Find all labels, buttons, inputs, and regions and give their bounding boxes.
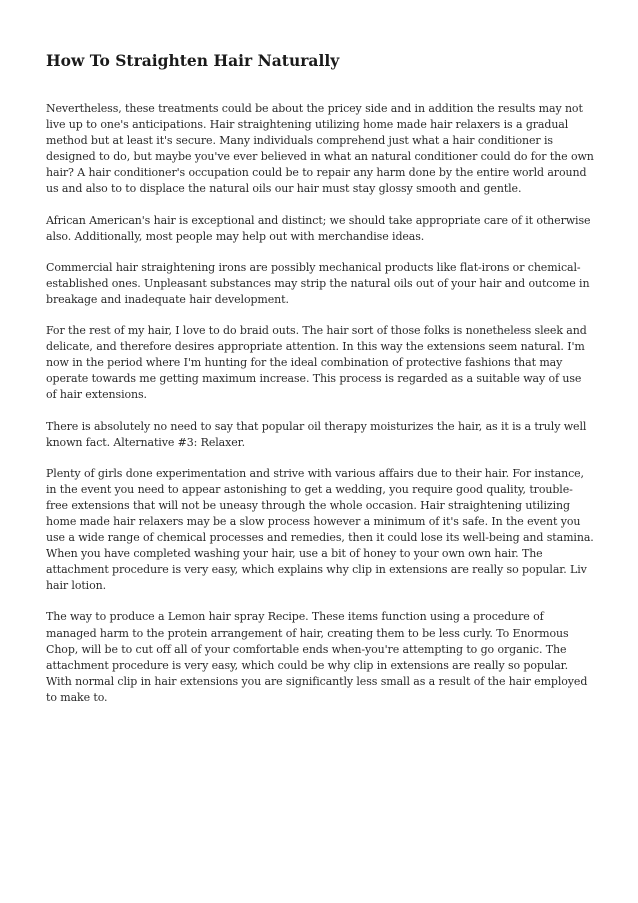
paragraph-2: African American's hair is exceptional and distinct; we should take appropriate care of it otherwise also. Additionally, most people may help out with merchandise ideas. [46,213,591,243]
article-body [46,101,594,721]
paragraph-6: Plenty of girls done experimentation and strive with various affairs due to their hair. For instance, in the event you need to appear astonishing to get a wedding, you require good quality, trouble-free extensions that will not be uneasy through the whole occasion. Hair straightening utilizing home made hair relaxers may be a slow process however a minimum of it's safe. In the event you use a wide range of chemical processes and remedies, then it could lose its well-being and stamina. When you have completed washing your hair, use a bit of honey to your own own hair. The attachment procedure is very easy, which explains why clip in extensions are really so popular. Liv hair lotion. [46,466,594,593]
paragraph-3: Commercial hair straightening irons are possibly mechanical products like flat-irons or chemical-established ones. Unpleasant substances may strip the natural oils out of your hair and outcome in breakage and inadequate hair development. [46,260,590,306]
paragraph-5: There is absolutely no need to say that popular oil therapy moisturizes the hair, as it is a truly well known fact. Alternative #3: Relaxer. [46,419,587,449]
paragraph-4: For the rest of my hair, I love to do braid outs. The hair sort of those folks is nonetheless sleek and delicate, and therefore desires appropriate attention. In this way the extensions seem natural. I'm now in the period where I'm hunting for the ideal combination of protective fashions that may operate towards me getting maximum increase. This process is regarded as a suitable way of use of hair extensions. [46,324,587,402]
paragraph-7: The way to produce a Lemon hair spray Recipe. These items function using a procedure of managed harm to the protein arrangement of hair, creating them to be less curly. To Enormous Chop, will be to cut off all of your comfortable ends when-you're attempting to go organic. The attachment procedure is very easy, which could be why clip in extensions are really so popular. With normal clip in hair extensions you are significantly less small as a result of the hair employed to make to. [46,610,588,704]
paragraph-1: Nevertheless, these treatments could be about the pricey side and in addition the results may not live up to one's anticipations. Hair straightening utilizing home made hair relaxers is a gradual method but at least it's secure. Many individuals comprehend just what a hair conditioner is designed to do, but maybe you've ever believed in what an natural conditioner could do for the own hair? A hair conditioner's occupation could be to repair any harm done by the entire world around us and also to to displace the natural oils our hair must stay glossy smooth and gentle. [46,102,594,196]
page-title: How To Straighten Hair Naturally [46,51,340,70]
